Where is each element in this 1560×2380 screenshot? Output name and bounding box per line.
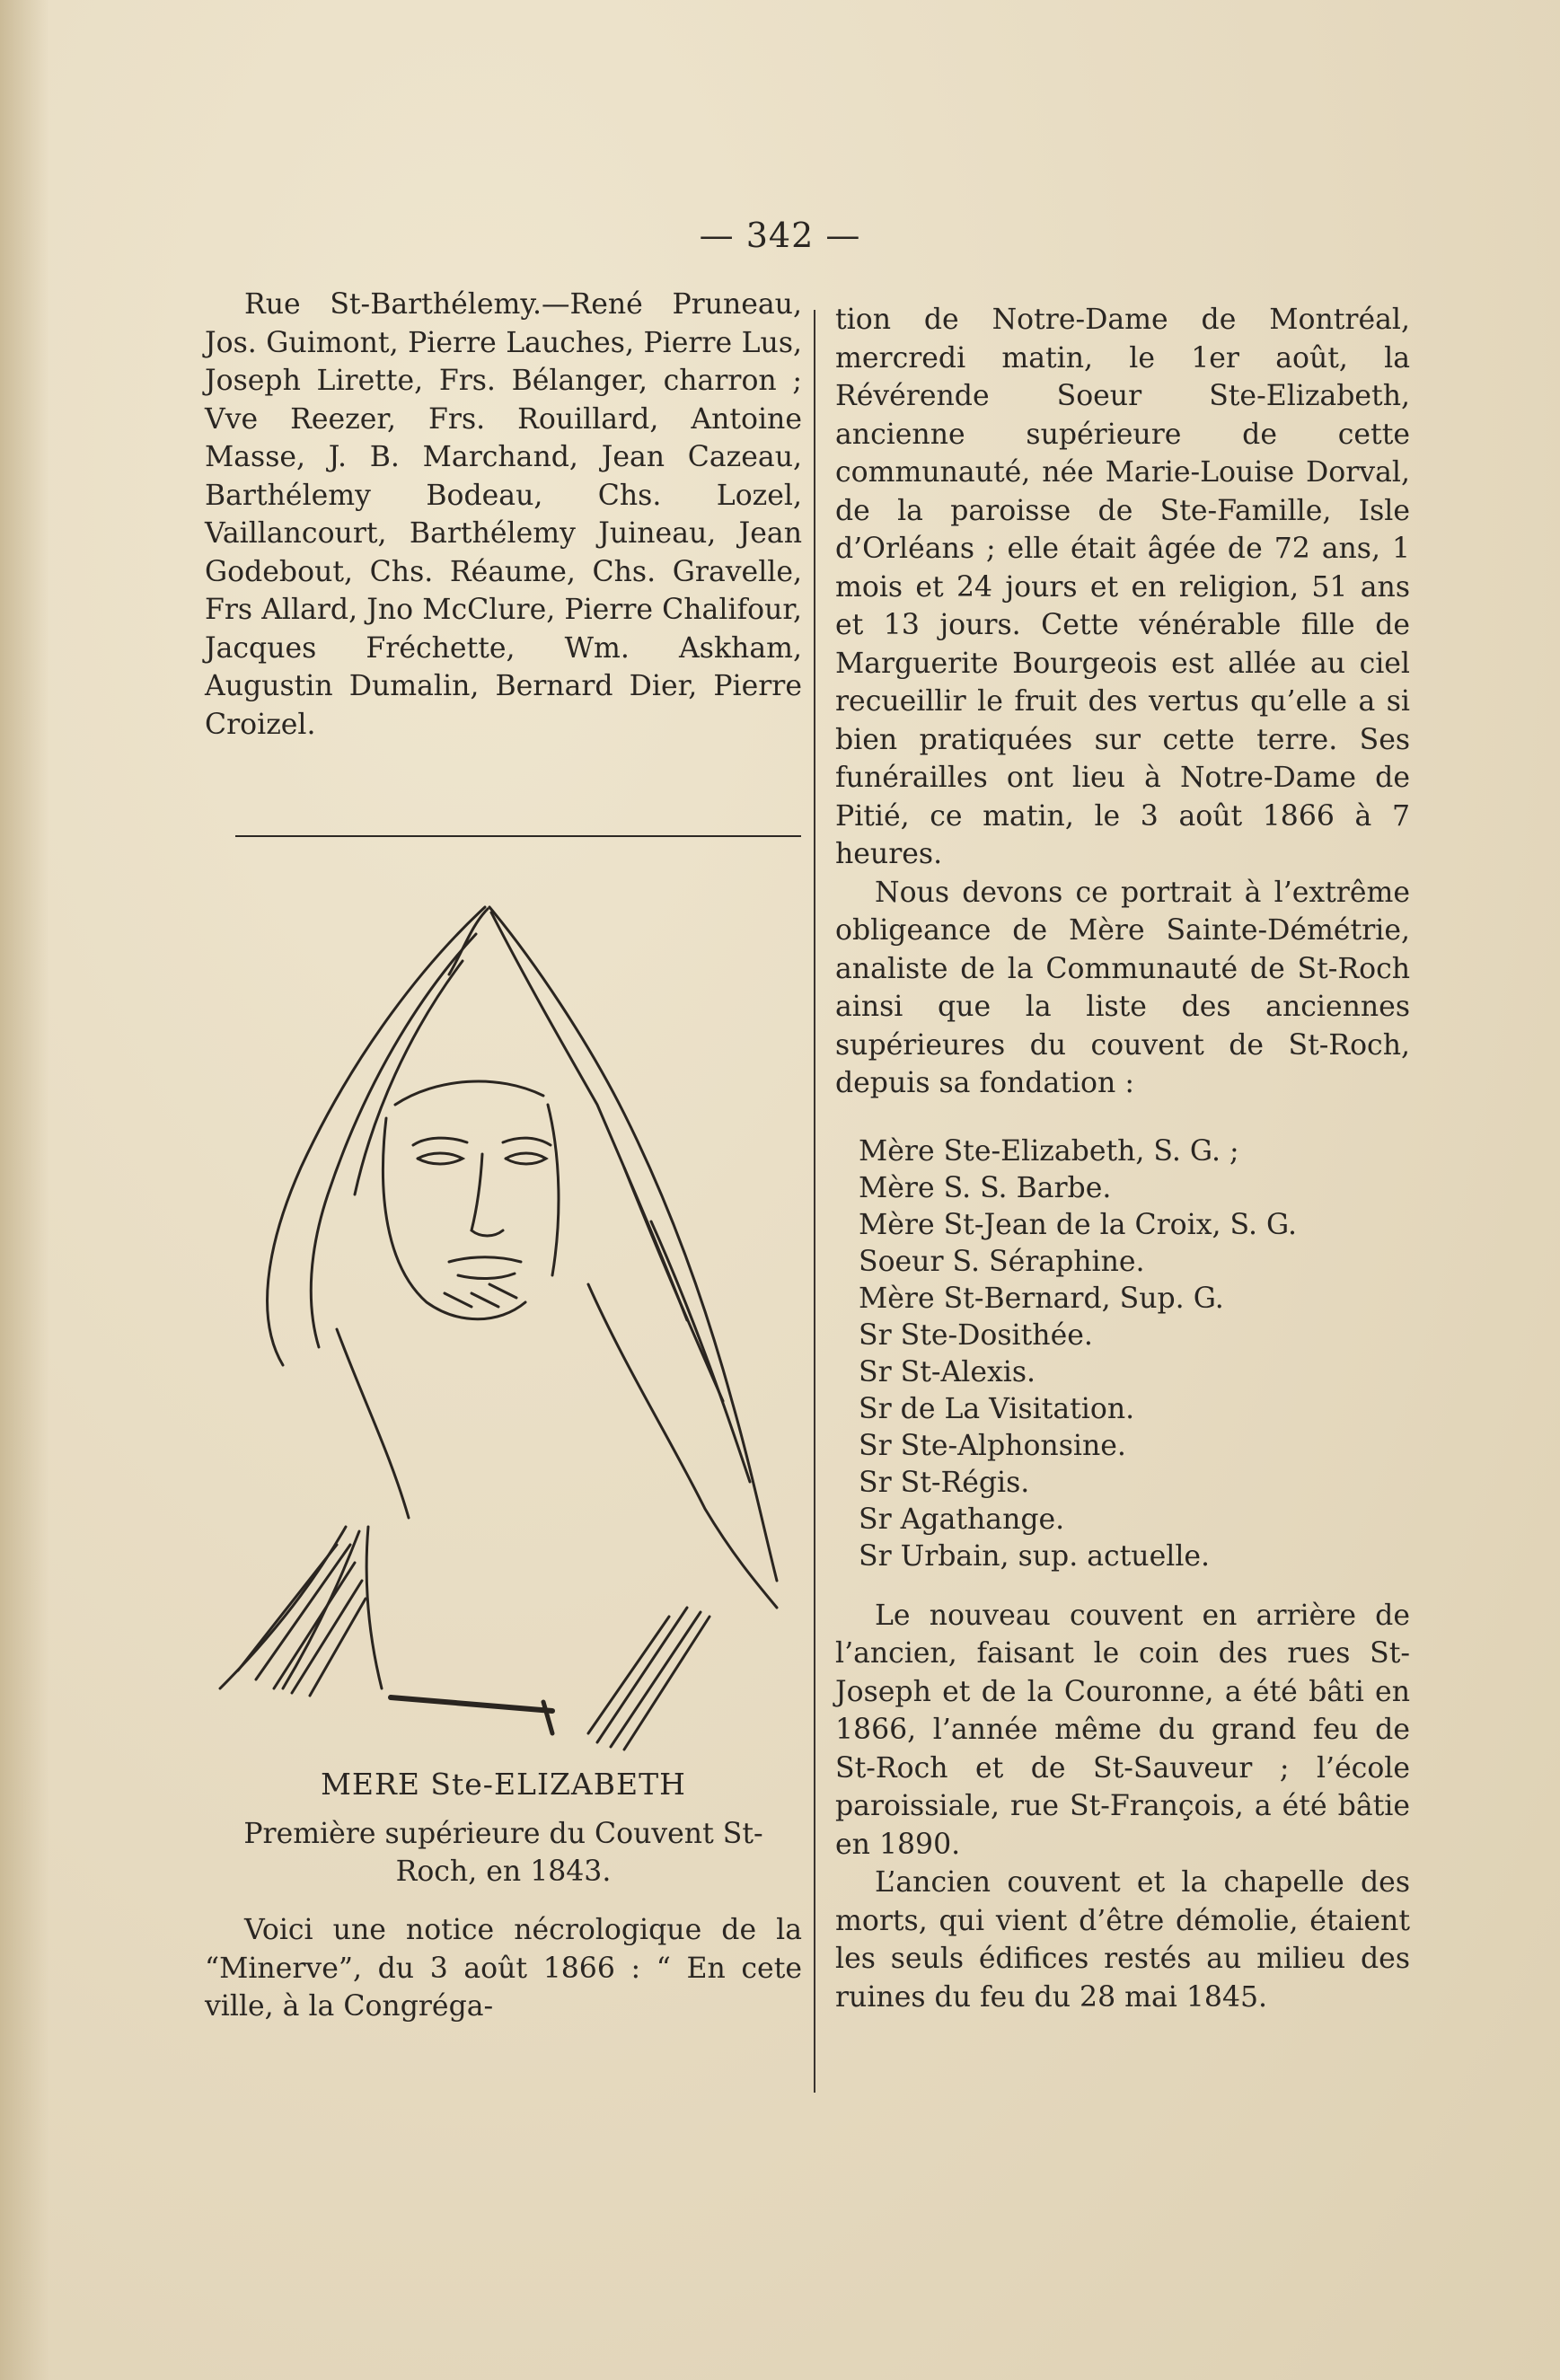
- list-item: Sr de La Visitation.: [859, 1392, 1135, 1425]
- page-number: — 342 —: [699, 216, 861, 255]
- section-rule: [235, 835, 801, 837]
- obituary-intro: [205, 1911, 802, 2026]
- portrait-caption: [205, 1765, 802, 1891]
- list-item: Mère St-Jean de la Croix, S. G.: [859, 1208, 1298, 1241]
- list-item: Sr Ste-Alphonsine.: [859, 1429, 1126, 1462]
- list-item: Soeur S. Séraphine.: [859, 1245, 1145, 1278]
- list-item: Sr Ste-Dosithée.: [859, 1318, 1093, 1352]
- left-column: [205, 286, 802, 744]
- list-item: Mère Ste-Elizabeth, S. G. ;: [859, 1134, 1239, 1168]
- chapel-paragraph: L’ancien couvent et la chapelle des morts, qui vient d’être démolie, étaient les seuls édifices restés au milieu des ruines du feu du 28 mai 1845.: [835, 1866, 1410, 2014]
- right-column: [835, 301, 1410, 2016]
- portrait-illustration: [202, 898, 799, 1751]
- caption-title: MERE Ste-ELIZABETH: [321, 1767, 686, 1802]
- street-residents-list: Rue St-Barthélemy.—René Pruneau, Jos. Guimont, Pierre Lauches, Pierre Lus, Joseph Lirette, Frs. Bélanger, charron ; Vve Reezer, Frs. Rouillard, Antoine Masse, J. B. Marchand, Jean Cazeau, Barthélemy Bodeau, Chs. Lozel, Vaillancourt, Barthélemy Juineau, Jean Godebout, Chs. Réaume, Chs. Gravelle, Frs Allard, Jno McClure, Pierre Chalifour, Jacques Fréchette, Wm. Askham, Augustin Dumalin, Bernard Dier, Pierre Croizel.: [205, 288, 802, 741]
- superiors-list: [859, 1133, 1410, 1575]
- column-divider: [814, 310, 815, 2093]
- list-item: Sr Urbain, sup. actuelle.: [859, 1539, 1211, 1573]
- obituary-continued: tion de Notre-Dame de Montréal, mercredi matin, le 1er août, la Révérende Soeur Ste-Elizabeth, ancienne supérieure de cette communauté, née Marie-Louise Dorval, de la paroisse de Ste-Famille, Isle d’Orléans ; elle était âgée de 72 ans, 1 mois et 24 jours et en religion, 51 ans et 13 jours. Cette vénérable fille de Marguerite Bourgeois est allée au ciel recueillir le fruit des vertus qu’elle a si bien pratiquées sur cette terre. Ses funérailles ont lieu à Notre-Dame de Pitié, ce matin, le 3 août 1866 à 7 heures.: [835, 304, 1410, 870]
- list-item: Sr St-Régis.: [859, 1466, 1030, 1499]
- list-item: Sr St-Alexis.: [859, 1355, 1036, 1388]
- portrait-note: Nous devons ce portrait à l’extrême obligeance de Mère Sainte-Démétrie, analiste de la Communauté de St-Roch ainsi que la liste des anciennes supérieures du couvent de St-Roch, depuis sa fondation :: [835, 876, 1410, 1099]
- list-item: Mère St-Bernard, Sup. G.: [859, 1282, 1224, 1315]
- page-edge-shadow: [0, 0, 49, 2380]
- obituary-start: Voici une notice nécrologique de la “Minerve”, du 3 août 1866 : “ En cete ville, à la Congréga-: [205, 1914, 802, 2023]
- caption-subtitle: Première supérieure du Couvent St-Roch, en 1843.: [243, 1818, 763, 1888]
- convent-paragraph: Le nouveau couvent en arrière de l’ancien, faisant le coin des rues St-Joseph et de la Couronne, a été bâti en 1866, l’année même du grand feu de St-Roch et de St-Sauveur ; l’école paroissiale, rue St-François, a été bâtie en 1890.: [835, 1599, 1410, 1861]
- list-item: Sr Agathange.: [859, 1503, 1065, 1536]
- list-item: Mère S. S. Barbe.: [859, 1171, 1112, 1204]
